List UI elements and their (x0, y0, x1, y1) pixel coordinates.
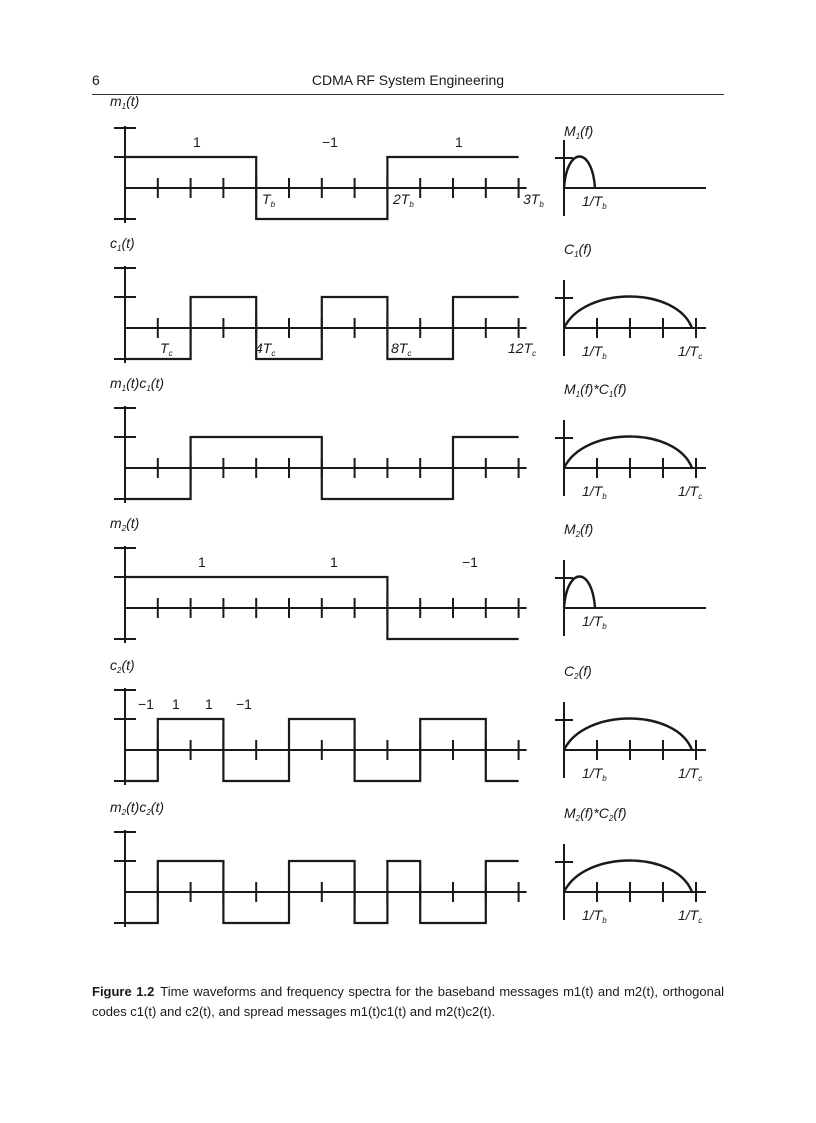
level-label-3-0: 1 (198, 554, 206, 570)
time-axis-label-1-3: $12T_c$ (508, 340, 537, 358)
freq-axis-label-4-1: $1/T_c$ (678, 765, 703, 783)
level-label-4-2: 1 (205, 696, 213, 712)
freq-axis-label-2-1: $1/T_c$ (678, 483, 703, 501)
freq-axis-label-4-0: $1/T_b$ (582, 765, 607, 783)
freq-axis-label-1-0: $1/T_b$ (582, 343, 607, 361)
level-label-0-0: 1 (193, 134, 201, 150)
spectrum-2 (564, 437, 692, 469)
freq-axis-label-1-1: $1/T_c$ (678, 343, 703, 361)
time-axis-label-0-0: $T_b$ (262, 191, 276, 209)
caption-text: Time waveforms and frequency spectra for the baseband messages m1(t) and m2(t), orthogonal codes c1(t) and c2(t), and spread messages m1(t)c1(t) and m2(t)c2(t). (92, 984, 724, 1019)
level-label-0-2: 1 (455, 134, 463, 150)
freq-label-4: $C_2(f)$ (564, 663, 592, 681)
spectrum-0 (564, 157, 595, 189)
freq-label-2: $M_1(f)*C_1(f)$ (564, 381, 627, 399)
freq-label-5: $M_2(f)*C_2(f)$ (564, 805, 627, 823)
time-label-2: $m_1(t)c_1(t)$ (110, 375, 165, 393)
time-label-1: $c_1(t)$ (110, 235, 135, 253)
freq-label-0: $M_1(f)$ (564, 123, 594, 141)
freq-axis-label-3-0: $1/T_b$ (582, 613, 607, 631)
level-label-4-0: −1 (138, 696, 154, 712)
running-title: CDMA RF System Engineering (311, 72, 505, 88)
spectrum-4 (564, 719, 692, 751)
level-label-4-1: 1 (172, 696, 180, 712)
time-axis-label-1-2: $8T_c$ (391, 340, 412, 358)
freq-label-1: $C_1(f)$ (564, 241, 592, 259)
spectrum-3 (564, 577, 595, 609)
spectrum-5 (564, 861, 692, 893)
time-axis-label-1-1: $4T_c$ (255, 340, 276, 358)
freq-axis-label-5-0: $1/T_b$ (582, 907, 607, 925)
freq-label-3: $M_2(f)$ (564, 521, 594, 539)
level-label-4-3: −1 (236, 696, 252, 712)
caption-label: Figure 1.2 (92, 984, 155, 999)
time-axis-label-0-2: $3T_b$ (523, 191, 544, 209)
time-label-4: $c_2(t)$ (110, 657, 135, 675)
time-axis-label-0-1: $2T_b$ (393, 191, 414, 209)
time-axis-label-1-0: $T_c$ (160, 340, 173, 358)
page-number: 6 (92, 72, 100, 88)
freq-axis-label-5-1: $1/T_c$ (678, 907, 703, 925)
figure-caption (92, 982, 724, 1022)
level-label-3-1: 1 (330, 554, 338, 570)
level-label-0-1: −1 (322, 134, 338, 150)
time-label-0: $m_1(t)$ (110, 93, 140, 111)
level-label-3-2: −1 (462, 554, 478, 570)
freq-axis-label-2-0: $1/T_b$ (582, 483, 607, 501)
time-label-3: $m_2(t)$ (110, 515, 140, 533)
freq-axis-label-0-0: $1/T_b$ (582, 193, 607, 211)
spectrum-1 (564, 297, 692, 329)
time-label-5: $m_2(t)c_2(t)$ (110, 799, 165, 817)
